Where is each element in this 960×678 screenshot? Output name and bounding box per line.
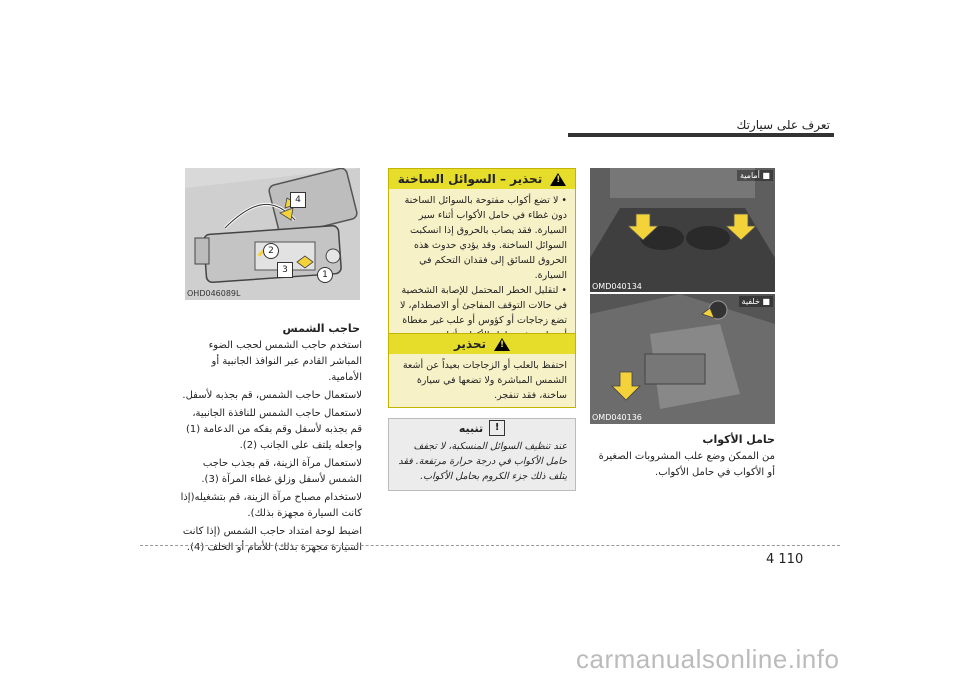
sun-visor-paragraph: لاستخدام مصباح مرآة الزينة، قم بتشغيله(إذا كانت السيارة مجهزة بذلك). [180,492,362,519]
sun-visor-paragraph: لاستعمال حاجب الشمس، قم بجذبه لأسفل. [182,390,362,401]
front-caption: OMD040134 [592,282,642,291]
chapter-title: تعرف على سيارتك [736,118,830,132]
front-cupholder-illustration [590,168,775,292]
warning-icon: ! [550,173,566,186]
cupholder-text: من الممكن وضع علب المشروبات الصغيرة أو الأكواب في حامل الأكواب. [598,451,775,478]
front-label: ■ أمامية [737,170,773,181]
sun-visor-paragraph: استخدم حاجب الشمس لحجب الضوء المباشر القادم عبر النوافذ الجانبية أو الأمامية. [208,340,362,383]
rear-label: ■ خلفية [739,296,773,307]
callout-2: 2 [263,243,279,259]
caution-icon: ! [489,420,505,436]
sun-visor-paragraph: لاستعمال حاجب الشمس للنافذة الجانبية، قم بجذبه لأسفل وقم بفكه من الدعامة (1) واجعله يلتف على الجانب (2). [186,408,362,451]
photo-caption: OHD046089L [187,289,241,298]
warning-item: • لا تضع أكواب مفتوحة بالسوائل الساخنة دون غطاء في حامل الأكواب أثناء سير السيارة. فقد يصاب بالحروق إذا انسكبت السوائل الساخنة. وقد يؤدي حدوث هذه الحروق للسائق إلى فقدان التحكم في السيارة. [404,195,567,281]
sun-visor-text [180,338,362,556]
warning-header [389,169,575,189]
warning-title: تحذير – السوائل الساخنة [397,172,543,186]
sun-visor-paragraph: لاستعمال مرآة الزينة، قم بجذب حاجب الشمس لأسفل وزلق غطاء المرآة (3). [201,458,362,485]
sun-visor-paragraph: اضبط لوحة امتداد حاجب الشمس (إذا كانت السيارة مجهزة بذلك) للأمام أو الخلف (4). [182,526,362,553]
rear-cupholder-photo [590,294,775,424]
callout-3: 3 [277,262,293,278]
footer-rule [140,545,840,546]
watermark: carmanualsonline.info [576,644,840,674]
sun-visor-illustration [185,168,360,300]
header-rule [568,133,834,137]
sun-visor-photo [185,168,360,300]
caution-note [388,418,576,491]
warning-icon: ! [494,338,510,351]
rear-cupholder-illustration [590,294,775,424]
note-body: عند تنظيف السوائل المنسكبة، لا تجفف حامل الأكواب في درجة حرارة مرتفعة. فقد يتلف ذلك جزء الكروم بحامل الأكواب. [398,441,567,482]
page-number: 4 110 [766,552,804,567]
warning-header [389,334,575,354]
warning-body: احتفظ بالعلب أو الزجاجات بعيداً عن أشعة الشمس المباشرة ولا تضعها في سيارة ساخنة، فقد تنفجر. [389,354,575,407]
note-title: تنبيه [458,421,484,435]
note-header [389,419,575,437]
cupholder-title: حامل الأكواب [702,433,775,446]
bottles-warning [388,333,576,408]
sun-visor-title: حاجب الشمس [282,322,360,335]
front-cupholder-photo [590,168,775,292]
callout-4: 4 [290,192,306,208]
rear-caption: OMD040136 [592,413,642,422]
warning-title: تحذير [453,337,487,351]
warning-item: • لتقليل الخطر المحتمل للإصابة الشخصية في حالات التوقف المفاجئ أو الاصطدام، لا تضع زجاجات أو كؤوس أو علب غير مغطاة [399,285,567,326]
callout-1: 1 [317,267,333,283]
